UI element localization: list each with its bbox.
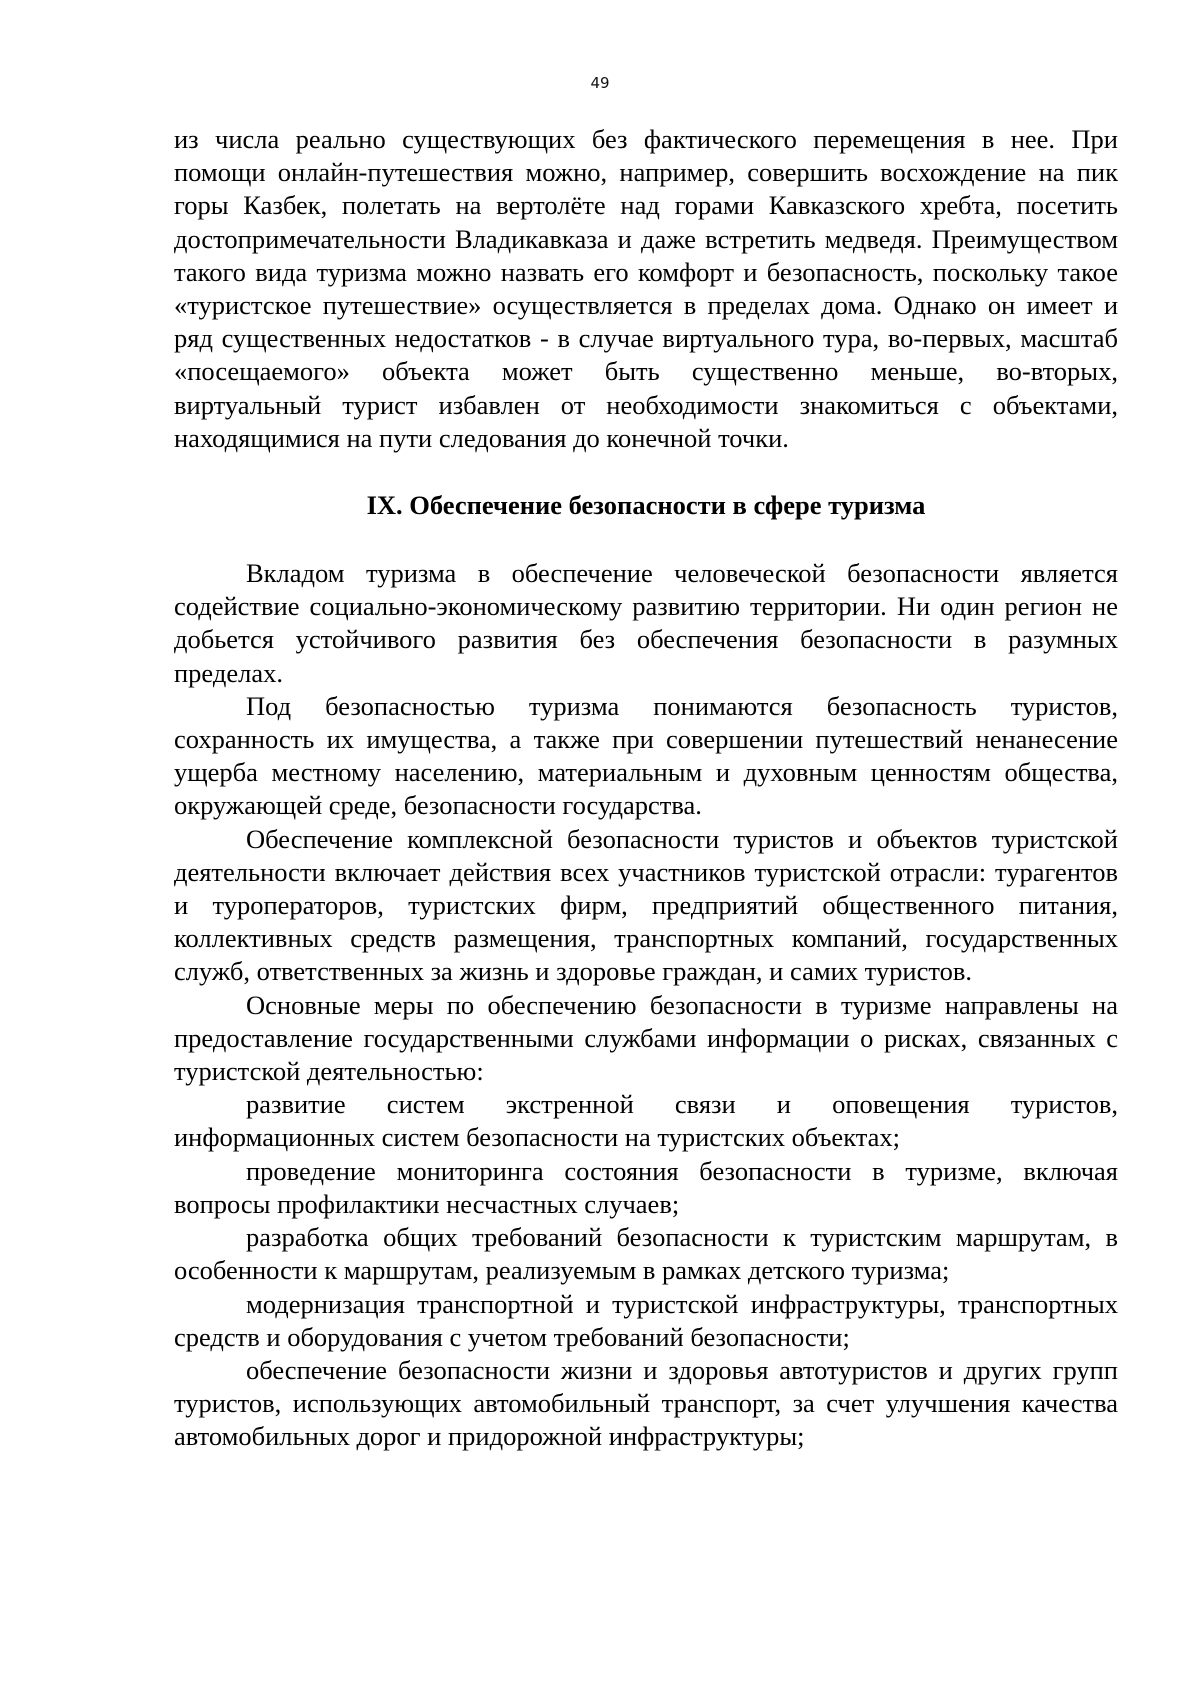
section-heading: IX. Обеспечение безопасности в сфере туризма bbox=[366, 490, 926, 521]
measure-item: обеспечение безопасности жизни и здоровья автотуристов и других групп туристов, использующих автомобильный транспорт, за счет улучшения качества автомобильных дорог и придорожной инфраструктуры; bbox=[174, 1354, 1118, 1452]
section-paragraph: Основные меры по обеспечению безопасности в туризме направлены на предоставление государственными службами информации о рисках, связанных с туристской деятельностью: bbox=[174, 989, 1118, 1087]
section-paragraph: Обеспечение комплексной безопасности туристов и объектов туристской деятельности включает действия всех участников туристской отрасли: турагентов и туроператоров, туристских фирм, предприятий общественного питания, коллективных средств размещения, транспортных компаний, государственных служб, ответственных за жизнь и здоровье граждан, и самих туристов. bbox=[174, 823, 1118, 987]
page-content bbox=[174, 123, 1118, 1454]
measure-item: разработка общих требований безопасности к туристским маршрутам, в особенности к маршрутам, реализуемым в рамках детского туризма; bbox=[174, 1222, 1118, 1286]
section-paragraph: Вкладом туризма в обеспечение человеческой безопасности является содействие социально-экономическому развитию территории. Ни один регион не добьется устойчивого развития без обеспечения безопасности в разумных пределах. bbox=[174, 558, 1118, 688]
measure-item: модернизация транспортной и туристской инфраструктуры, транспортных средств и оборудования с учетом требований безопасности; bbox=[174, 1288, 1118, 1352]
page-number: 49 bbox=[590, 74, 610, 92]
measure-item: развитие систем экстренной связи и оповещения туристов, информационных систем безопасности на туристских объектах; bbox=[174, 1089, 1118, 1153]
intro-paragraph: из числа реально существующих без фактического перемещения в нее. При помощи онлайн-путешествия можно, например, совершить восхождение на пик горы Казбек, полетать на вертолёте над горами Кавказского хребта, посетить достопримечательности Владикавказа и даже встретить медведя. Преимуществом такого вида туризма можно назвать его комфорт и безопасность, поскольку такое «туристское путешествие» осуществляется в пределах дома. Однако он имеет и ряд существенных недостатков - в случае виртуального тура, во-первых, масштаб «посещаемого» объекта может быть существенно меньше, во-вторых, виртуальный турист избавлен от необходимости знакомиться с объектами, находящимися на пути следования до конечной точки. bbox=[174, 124, 1118, 453]
section-paragraph: Под безопасностью туризма понимаются безопасность туристов, сохранность их имущества, а также при совершении путешествий ненанесение ущерба местному населению, материальным и духовным ценностям общества, окружающей среде, безопасности государства. bbox=[174, 690, 1118, 821]
measure-item: проведение мониторинга состояния безопасности в туризме, включая вопросы профилактики несчастных случаев; bbox=[174, 1155, 1118, 1219]
